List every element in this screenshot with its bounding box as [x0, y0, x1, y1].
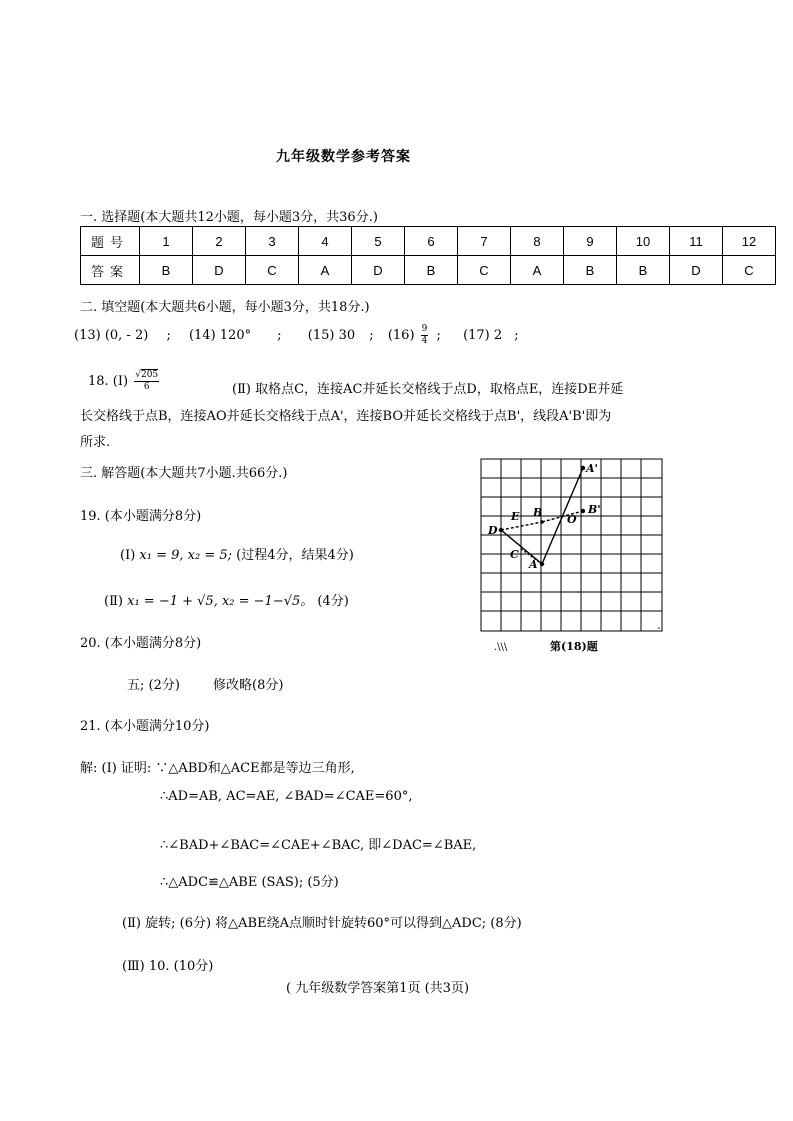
figure-18: [474, 454, 670, 658]
q21-heading: 21. (本小题满分10分): [80, 719, 210, 734]
label-a: A: [529, 558, 538, 571]
grid: [481, 459, 662, 631]
answer-14: (14) 120°: [188, 328, 252, 343]
q21-line4: ∴△ADC≌△ABE (SAS); (5分): [160, 875, 339, 890]
question-number-row: [81, 227, 776, 256]
figure-corner-mark: .\\\: [494, 642, 508, 653]
q18-part2-line2: 长交格线于点B，连接AO并延长交格线于点A'，连接BO并延长交格线于点B'，线段A'B'即为: [80, 409, 612, 424]
answer-cell: C: [723, 256, 776, 285]
question-cell: 3: [246, 227, 299, 256]
label-e: E: [511, 510, 520, 523]
answer-cell: C: [458, 256, 511, 285]
separator: ;: [514, 328, 519, 343]
answer-cell: B: [140, 256, 193, 285]
answer-13: (13) (0, - 2): [74, 328, 149, 343]
question-cell: 1: [140, 227, 193, 256]
q18-part1-label: 18. (Ⅰ): [88, 374, 129, 389]
q18-part1-fraction: [134, 370, 159, 393]
section3-heading: 三. 解答题(本大题共7小题.共66分.): [80, 466, 288, 481]
point-a: [540, 562, 544, 566]
radicand: 205: [140, 370, 159, 380]
q18-part2-line3: 所求.: [80, 435, 111, 450]
answer-16-label: (16): [387, 328, 415, 343]
answer-cell: B: [405, 256, 458, 285]
q19-part1: [120, 544, 354, 563]
q21-line3: ∴∠BAD+∠BAC=∠CAE+∠BAC, 即∠DAC=∠BAE,: [160, 838, 477, 853]
answer-table: [80, 226, 776, 285]
answer-16-fraction: [421, 324, 429, 347]
answer-cell: B: [564, 256, 617, 285]
label-c: C: [510, 548, 519, 561]
row-header-answer: 答案: [81, 256, 140, 285]
q18-part1: [88, 370, 161, 393]
fraction-denominator: 4: [421, 336, 428, 346]
q19-part1-math: x₁ = 9, x₂ = 5;: [139, 548, 233, 563]
speck: [658, 627, 660, 629]
point-b-prime: [581, 509, 585, 513]
speck: [577, 591, 579, 593]
answer-cell: A: [511, 256, 564, 285]
answer-cell: A: [299, 256, 352, 285]
label-b: B: [533, 506, 543, 519]
fill-in-answers: [74, 324, 519, 347]
point-a-prime: [581, 466, 585, 470]
answer-cell: D: [670, 256, 723, 285]
q21-line5: (Ⅱ) 旋转; (6分) 将△ABE绕A点顺时针旋转60°可以得到△ADC; (8分): [122, 916, 522, 931]
q21-line6: (Ⅲ) 10. (10分): [122, 959, 214, 974]
answer-cell: C: [246, 256, 299, 285]
label-a-prime: A': [586, 462, 598, 475]
q19-part2-label: (Ⅱ): [104, 594, 123, 609]
separator: ;: [369, 328, 374, 343]
q20-answer: 五; (2分): [127, 678, 180, 693]
question-cell: 9: [564, 227, 617, 256]
page-footer: ( 九年级数学答案第1页 (共3页): [286, 981, 470, 996]
separator: ;: [277, 328, 282, 343]
q20-note: 修改略(8分): [213, 678, 284, 693]
q19-part2: [104, 590, 349, 609]
label-o: O: [567, 513, 577, 526]
fraction-numerator: 9: [421, 324, 428, 334]
answer-15: (15) 30: [307, 328, 356, 343]
page-title: 九年级数学参考答案: [276, 149, 411, 165]
label-d: D: [488, 524, 498, 537]
question-cell: 6: [405, 227, 458, 256]
q18-part2-line1: (Ⅱ) 取格点C，连接AC并延长交格线于点D，取格点E，连接DE并延: [232, 382, 624, 397]
question-cell: 7: [458, 227, 511, 256]
question-cell: 12: [723, 227, 776, 256]
section1-heading: 一. 选择题(本大题共12小题，每小题3分，共36分.): [80, 210, 378, 225]
q19-part2-note: (4分): [317, 594, 349, 609]
fraction-numerator: √205: [135, 370, 159, 380]
question-cell: 2: [193, 227, 246, 256]
point-d: [499, 528, 503, 532]
q21-line1: 解: (Ⅰ) 证明: ∵△ABD和△ACE都是等边三角形,: [80, 761, 355, 776]
separator: ;: [436, 328, 441, 343]
row-header-question: 题号: [81, 227, 140, 256]
q19-part2-math: x₁ = −1 + √5, x₂ = −1−√5。: [127, 594, 314, 609]
q19-part1-note: (过程4分，结果4分): [236, 548, 354, 563]
question-cell: 11: [670, 227, 723, 256]
answer-cell: B: [617, 256, 670, 285]
question-cell: 10: [617, 227, 670, 256]
figure-caption: 第(18)题: [550, 640, 598, 653]
q19-heading: 19. (本小题满分8分): [80, 509, 202, 524]
answer-17: (17) 2: [463, 328, 503, 343]
fraction-denominator: 6: [143, 382, 150, 392]
grid-border: [481, 459, 662, 631]
question-cell: 5: [352, 227, 405, 256]
point-b: [540, 520, 544, 524]
separator: ;: [166, 328, 171, 343]
answer-row: [81, 256, 776, 285]
section2-heading: 二. 填空题(本大题共6小题，每小题3分，共18分.): [80, 300, 370, 315]
answer-cell: D: [193, 256, 246, 285]
q20-heading: 20. (本小题满分8分): [80, 636, 202, 651]
label-b-prime: B': [588, 503, 601, 516]
question-cell: 4: [299, 227, 352, 256]
question-cell: 8: [511, 227, 564, 256]
q21-line2: ∴AD=AB, AC=AE, ∠BAD=∠CAE=60°,: [160, 789, 413, 804]
answer-cell: D: [352, 256, 405, 285]
q19-part1-label: (Ⅰ): [120, 548, 136, 563]
